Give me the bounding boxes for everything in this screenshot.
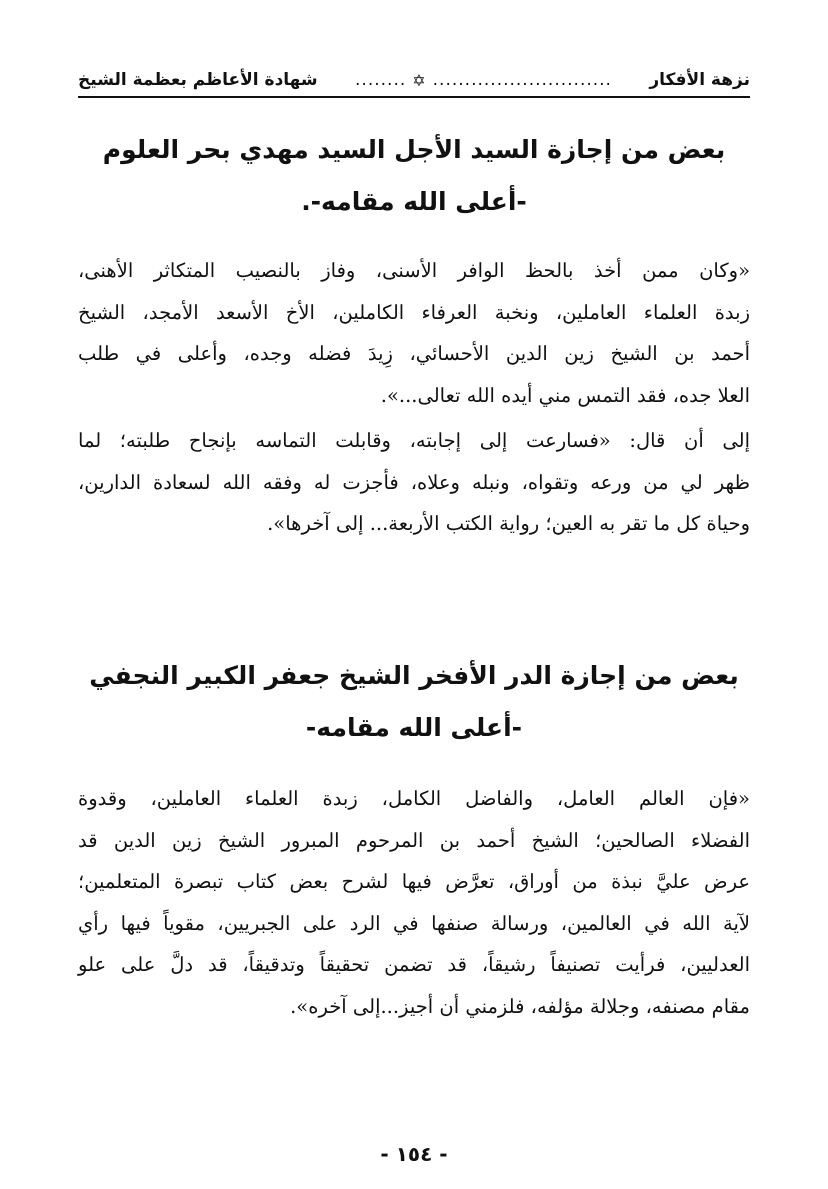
header-chapter-title: شهادة الأعاظم بعظمة الشيخ <box>78 70 318 90</box>
section1-paragraph1 <box>78 250 750 416</box>
header-dots-right: ............................ <box>432 70 612 90</box>
text-line: «فإن العالم العامل، والفاضل الكامل، زبدة العلماء العاملين، وقدوة <box>78 787 750 810</box>
page-number: - ١٥٤ - <box>380 1142 448 1166</box>
section2-paragraph <box>78 778 750 1027</box>
text-line: أحمد بن الشيخ زين الدين الأحسائي، زِيدَ فضله وجده، وأعلى في طلب <box>78 342 750 365</box>
section2-title-line1: بعض من إجازة الدر الأفخر الشيخ جعفر الكبير النجفي <box>89 661 739 690</box>
section1-title-line1: بعض من إجازة السيد الأجل السيد مهدي بحر العلوم <box>102 135 726 164</box>
section1-paragraph2 <box>78 420 750 545</box>
text-line: عرض عليَّ نبذة من أوراق، تعرَّض فيها لشرح بعض كتاب تبصرة المتعلمين؛ <box>78 870 750 893</box>
running-header <box>78 52 750 98</box>
text-line: العلا جده، فقد التمس مني أيده الله تعالى...». <box>380 383 750 407</box>
text-line: ظهر لي من ورعه وتقواه، ونبله وعلاه، فأجزت له وفقه الله لسعادة الدارين، <box>78 470 750 494</box>
star-ornament-icon: ✡ <box>412 71 427 90</box>
section2-title-line2: -أعلى الله مقامه- <box>305 713 523 742</box>
text-line: «وكان ممن أخذ بالحظ الوافر الأسنى، وفاز بالنصيب المتكاثر الأهنى، <box>78 259 750 282</box>
header-book-title: نزهة الأفكار <box>649 70 750 90</box>
text-line: لآية الله في العالمين، ورسالة صنفها في الرد على الجبريين، مقوياً فيها رأي <box>78 911 750 935</box>
text-line: إلى أن قال: «فسارعت إلى إجابته، وقابلت التماسه بإنجاح طلبته؛ لما <box>78 429 750 452</box>
section1-title-line2: -أعلى الله مقامه-. <box>301 187 527 216</box>
text-line: مقام مصنفه، وجلالة مؤلفه، فلزمني أن أجيز...إلى آخره». <box>290 994 750 1018</box>
text-line: زبدة العلماء العاملين، ونخبة العرفاء الكاملين، الأخ الأسعد الأمجد، الشيخ <box>78 300 750 324</box>
text-line: وحياة كل ما تقر به العين؛ رواية الكتب الأربعة... إلى آخرها». <box>267 512 750 535</box>
header-dots-left: ........ <box>355 70 407 90</box>
header-leader-dots <box>318 70 650 96</box>
text-line: الفضلاء الصالحين؛ الشيخ أحمد بن المرحوم المبرور الشيخ زين الدين قد <box>78 828 750 852</box>
text-line: العدليين، فرأيت تصنيفاً رشيقاً، قد تضمن تحقيقاً وتدقيقاً، قد دلَّ على علو <box>78 953 750 976</box>
